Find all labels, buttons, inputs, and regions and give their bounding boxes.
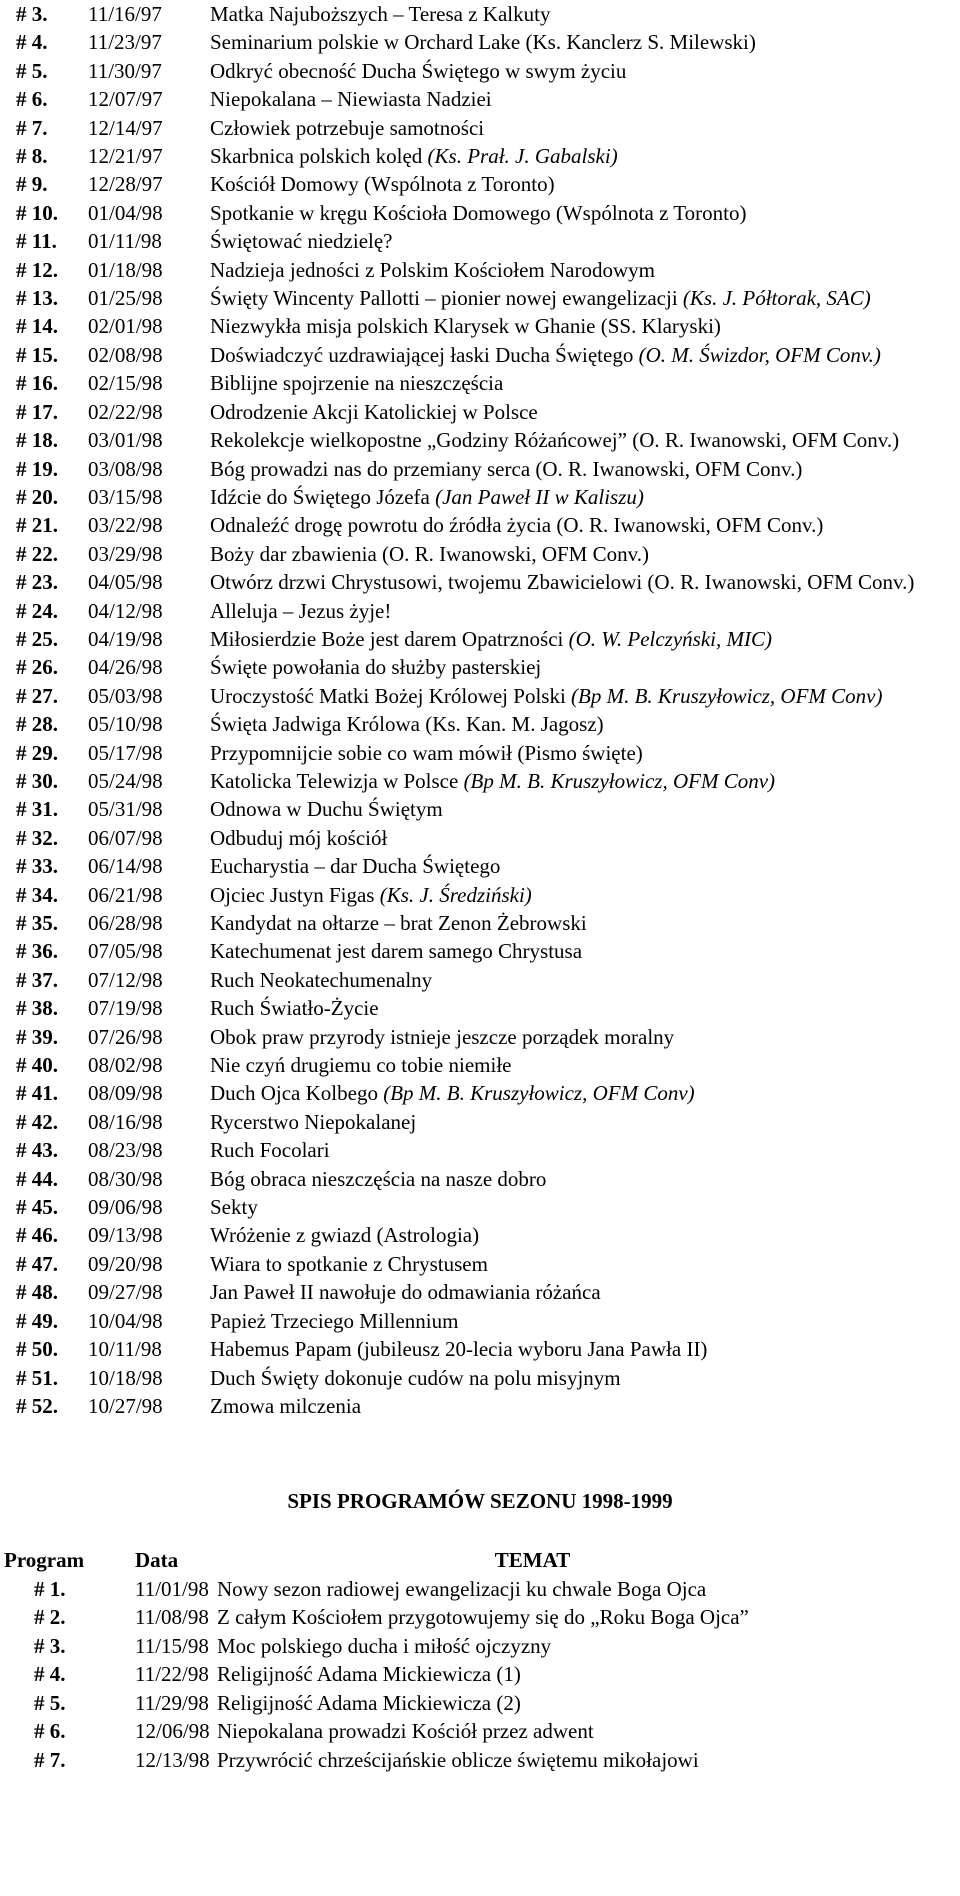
program-date: 11/29/98 [135, 1690, 209, 1715]
table-row [0, 511, 960, 539]
program-number: # 8. [16, 144, 48, 169]
table-row [0, 540, 960, 568]
program-title: Kandydat na ołtarze – brat Zenon Żebrowski [210, 911, 587, 935]
program-date: 09/20/98 [88, 1251, 163, 1276]
program-title: Święta Jadwiga Królowa (Ks. Kan. M. Jagosz) [210, 712, 604, 737]
program-number: # 28. [16, 712, 58, 737]
program-number: # 11. [16, 229, 57, 254]
program-date: 08/16/98 [88, 1109, 163, 1134]
program-number: # 20. [16, 484, 58, 509]
program-title: Religijność Adama Mickiewicza (1) [217, 1662, 521, 1686]
program-date: 02/15/98 [88, 371, 163, 396]
program-number: # 41. [16, 1081, 58, 1106]
program-title: Otwórz drzwi Chrystusowi, twojemu Zbawicielowi (O. R. Iwanowski, OFM Conv.) [210, 570, 915, 595]
program-date: 10/27/98 [88, 1393, 163, 1418]
program-title: Bóg obraca nieszczęścia na nasze dobro [210, 1166, 547, 1191]
section-title: SPIS PROGRAMÓW SEZONU 1998-1999 [287, 1489, 673, 1513]
program-title-cell [210, 824, 960, 852]
program-date: 05/31/98 [88, 797, 163, 822]
program-number: # 1. [34, 1576, 66, 1601]
program-title-cell [210, 710, 960, 738]
table-row [0, 398, 960, 426]
table-row [0, 199, 960, 227]
program-number: # 4. [16, 30, 48, 55]
program-title: Rekolekcje wielkopostne „Godziny Różańcowej” (O. R. Iwanowski, OFM Conv.) [210, 428, 900, 453]
table-row [0, 1575, 960, 1604]
program-title: Biblijne spojrzenie na nieszczęścia [210, 371, 504, 396]
program-title: Ruch Focolari [210, 1138, 330, 1163]
table-row [0, 170, 960, 198]
program-title-cell [210, 1023, 960, 1051]
program-number: # 27. [16, 683, 58, 708]
program-title: Ruch Neokatechumenalny [210, 967, 433, 992]
program-number: # 24. [16, 598, 58, 623]
program-date: 11/30/97 [88, 58, 162, 83]
program-title: Święte powołania do służby pasterskiej [210, 655, 542, 680]
table-row [0, 881, 960, 909]
program-number: # 3. [34, 1633, 66, 1658]
program-date: 01/18/98 [88, 257, 163, 282]
program-number: # 3. [16, 2, 48, 26]
program-number: # 38. [16, 996, 58, 1021]
table-row [0, 937, 960, 965]
table-row [0, 1165, 960, 1193]
program-title: Habemus Papam (jubileusz 20-lecia wyboru Jana Pawła II) [210, 1337, 708, 1362]
program-number: # 49. [16, 1308, 58, 1333]
program-number: # 16. [16, 371, 58, 396]
program-number: # 46. [16, 1223, 58, 1248]
program-title: Bóg prowadzi nas do przemiany serca (O. R. Iwanowski, OFM Conv.) [210, 456, 803, 481]
program-title: Odnowa w Duchu Świętym [210, 797, 443, 822]
program-date: 05/10/98 [88, 712, 163, 737]
program-date: 05/03/98 [88, 683, 163, 708]
table-row [0, 1108, 960, 1136]
program-title-cell [210, 199, 960, 227]
table-row [0, 1278, 960, 1306]
program-title: Doświadczyć uzdrawiającej łaski Ducha Świętego [210, 342, 634, 367]
table-row [0, 426, 960, 454]
program-number: # 2. [34, 1605, 66, 1629]
table-row [0, 1023, 960, 1051]
program-number: # 34. [16, 882, 58, 907]
program-title-cell [210, 1392, 960, 1420]
program-title-cell [210, 312, 960, 340]
table-row [0, 284, 960, 312]
program-title: Religijność Adama Mickiewicza (2) [217, 1690, 521, 1715]
program-title: Przywrócić chrześcijańskie oblicze świętemu mikołajowi [217, 1747, 699, 1772]
program-title-cell [210, 511, 960, 539]
program-date: 12/21/97 [88, 144, 163, 169]
table-row [0, 1746, 960, 1775]
table-row [0, 1335, 960, 1363]
program-number: # 15. [16, 342, 58, 367]
program-title: Przypomnijcie sobie co wam mówił (Pismo święte) [210, 740, 643, 765]
table-row [0, 625, 960, 653]
table-row [0, 1221, 960, 1249]
program-title: Nadzieja jedności z Polskim Kościołem Narodowym [210, 257, 655, 282]
program-guest-note: (Ks. Prał. J. Gabalski) [427, 144, 618, 169]
program-title-cell [210, 1307, 960, 1335]
program-date: 12/14/97 [88, 115, 163, 140]
program-title-cell [210, 937, 960, 965]
program-number: # 50. [16, 1337, 58, 1362]
program-title-cell [210, 909, 960, 937]
program-date: 12/28/97 [88, 172, 163, 197]
table-row [0, 227, 960, 255]
program-guest-note: (Bp M. B. Kruszyłowicz, OFM Conv) [463, 768, 776, 793]
program-number: # 51. [16, 1365, 58, 1390]
program-date: 10/11/98 [88, 1337, 162, 1362]
table-row [0, 312, 960, 340]
program-title: Miłosierdzie Boże jest darem Opatrzności [210, 626, 564, 651]
program-title: Boży dar zbawienia (O. R. Iwanowski, OFM Conv.) [210, 541, 649, 566]
table-row [0, 568, 960, 596]
program-date: 06/07/98 [88, 825, 163, 850]
table-row [0, 57, 960, 85]
program-title: Nie czyń drugiemu co tobie niemiłe [210, 1053, 512, 1078]
program-date: 11/16/97 [88, 2, 162, 26]
program-title: Nowy sezon radiowej ewangelizacji ku chwale Boga Ojca [217, 1576, 707, 1601]
program-number: # 40. [16, 1053, 58, 1078]
program-title-cell [210, 1079, 960, 1107]
program-title: Matka Najuboższych – Teresa z Kalkuty [210, 2, 551, 26]
program-title-cell [210, 170, 960, 198]
program-number: # 45. [16, 1195, 58, 1220]
program-date: 11/23/97 [88, 30, 162, 55]
program-guest-note: (O. W. Pelczyński, MIC) [568, 626, 772, 651]
table-row [0, 483, 960, 511]
program-date: 11/08/98 [135, 1605, 209, 1629]
program-number: # 7. [34, 1747, 66, 1772]
program-title-cell [210, 1364, 960, 1392]
program-title-cell [210, 653, 960, 681]
program-date: 11/22/98 [135, 1662, 209, 1686]
table-row [0, 1193, 960, 1221]
table-row [0, 597, 960, 625]
program-guest-note: (Bp M. B. Kruszyłowicz, OFM Conv) [571, 683, 883, 708]
program-date: 07/05/98 [88, 939, 163, 964]
program-title-cell [210, 57, 960, 85]
program-date: 02/08/98 [88, 342, 163, 367]
program-date: 04/19/98 [88, 626, 163, 651]
program-number: # 47. [16, 1251, 58, 1276]
program-number: # 4. [34, 1662, 66, 1686]
season2-table-header [0, 1546, 960, 1575]
program-number: # 35. [16, 911, 58, 935]
table-row [0, 142, 960, 170]
program-title-cell [210, 369, 960, 397]
program-number: # 43. [16, 1138, 58, 1163]
program-title: Duch Święty dokonuje cudów na polu misyjnym [210, 1365, 621, 1390]
table-row [0, 1603, 960, 1632]
table-row [0, 966, 960, 994]
program-title-cell [210, 1108, 960, 1136]
program-number: # 23. [16, 570, 58, 595]
program-number: # 30. [16, 768, 58, 793]
program-title: Niepokalana – Niewiasta Nadziei [210, 87, 492, 112]
program-date: 01/11/98 [88, 229, 162, 254]
program-number: # 21. [16, 513, 58, 538]
table-row [0, 852, 960, 880]
program-number: # 5. [34, 1690, 66, 1715]
program-date: 11/01/98 [135, 1576, 209, 1601]
program-title-cell [210, 994, 960, 1022]
program-title-cell [210, 1051, 960, 1079]
season2-program-list [0, 1546, 960, 1774]
program-title: Odrodzenie Akcji Katolickiej w Polsce [210, 399, 538, 424]
program-date: 06/14/98 [88, 854, 163, 879]
program-title-cell [210, 483, 960, 511]
program-title: Ruch Światło-Życie [210, 996, 379, 1021]
table-row [0, 0, 960, 28]
program-title: Świętować niedzielę? [210, 229, 393, 254]
program-date: 02/01/98 [88, 314, 163, 339]
program-date: 10/04/98 [88, 1308, 163, 1333]
program-date: 02/22/98 [88, 399, 163, 424]
program-number: # 39. [16, 1024, 58, 1049]
program-title: Eucharystia – dar Ducha Świętego [210, 854, 501, 879]
table-row [0, 455, 960, 483]
program-number: # 14. [16, 314, 58, 339]
program-title-cell [210, 142, 960, 170]
program-title-cell [210, 426, 960, 454]
table-row [0, 682, 960, 710]
table-row [0, 1051, 960, 1079]
table-row [0, 739, 960, 767]
program-guest-note: (Bp M. B. Kruszyłowicz, OFM Conv) [383, 1081, 695, 1106]
program-title: Katolicka Telewizja w Polsce [210, 768, 459, 793]
program-title: Odbuduj mój kościół [210, 825, 388, 850]
program-title-cell [210, 568, 960, 596]
program-title: Jan Paweł II nawołuje do odmawiania różańca [210, 1280, 601, 1305]
program-number: # 36. [16, 939, 58, 964]
program-number: # 7. [16, 115, 48, 140]
program-title-cell [210, 540, 960, 568]
program-date: 05/24/98 [88, 768, 163, 793]
table-row [0, 767, 960, 795]
table-row [0, 824, 960, 852]
program-title: Zmowa milczenia [210, 1393, 362, 1418]
program-title: Idźcie do Świętego Józefa [210, 484, 430, 509]
program-title-cell [210, 881, 960, 909]
program-date: 04/12/98 [88, 598, 163, 623]
program-date: 12/13/98 [135, 1747, 210, 1772]
program-title-cell [210, 85, 960, 113]
program-date: 07/26/98 [88, 1024, 163, 1049]
program-title-cell [210, 795, 960, 823]
program-title-cell [210, 28, 960, 56]
program-title: Odnaleźć drogę powrotu do źródła życia (O. R. Iwanowski, OFM Conv.) [210, 513, 824, 538]
table-row [0, 1717, 960, 1746]
header-date: Data [135, 1548, 179, 1572]
program-number: # 10. [16, 200, 58, 225]
table-row [0, 1392, 960, 1420]
table-row [0, 994, 960, 1022]
program-title: Z całym Kościołem przygotowujemy się do „Roku Boga Ojca” [217, 1605, 749, 1629]
table-row [0, 256, 960, 284]
program-number: # 17. [16, 399, 58, 424]
program-date: 01/04/98 [88, 200, 163, 225]
program-number: # 19. [16, 456, 58, 481]
program-date: 08/09/98 [88, 1081, 163, 1106]
program-number: # 9. [16, 172, 48, 197]
program-guest-note: (Jan Paweł II w Kaliszu) [435, 484, 644, 509]
program-title-cell [210, 852, 960, 880]
program-number: # 29. [16, 740, 58, 765]
program-title: Człowiek potrzebuje samotności [210, 115, 485, 140]
table-row [0, 85, 960, 113]
program-number: # 22. [16, 541, 58, 566]
program-number: # 37. [16, 967, 58, 992]
program-date: 07/19/98 [88, 996, 163, 1021]
program-date: 04/26/98 [88, 655, 163, 680]
program-date: 09/06/98 [88, 1195, 163, 1220]
program-number: # 48. [16, 1280, 58, 1305]
program-date: 04/05/98 [88, 570, 163, 595]
program-guest-note: (O. M. Świzdor, OFM Conv.) [638, 342, 881, 367]
program-title-cell [210, 625, 960, 653]
program-title-cell [210, 227, 960, 255]
table-row [0, 1364, 960, 1392]
table-row [0, 1689, 960, 1718]
table-row [0, 28, 960, 56]
program-title-cell [210, 597, 960, 625]
program-number: # 6. [16, 87, 48, 112]
program-title-cell [210, 1335, 960, 1363]
program-title-cell [210, 398, 960, 426]
program-title: Skarbnica polskich kolęd [210, 144, 423, 169]
program-title: Sekty [210, 1195, 258, 1220]
program-date: 03/29/98 [88, 541, 163, 566]
program-title: Wróżenie z gwiazd (Astrologia) [210, 1223, 480, 1248]
program-date: 09/13/98 [88, 1223, 163, 1248]
program-title: Ojciec Justyn Figas [210, 882, 375, 907]
program-title-cell [210, 1250, 960, 1278]
program-date: 10/18/98 [88, 1365, 163, 1390]
program-title: Odkryć obecność Ducha Świętego w swym życiu [210, 58, 627, 83]
season2-rows [0, 1575, 960, 1775]
table-row [0, 1632, 960, 1661]
program-date: 06/21/98 [88, 882, 163, 907]
program-number: # 26. [16, 655, 58, 680]
program-number: # 25. [16, 626, 58, 651]
program-title-cell [210, 341, 960, 369]
table-row [0, 341, 960, 369]
program-title: Obok praw przyrody istnieje jeszcze porządek moralny [210, 1024, 675, 1049]
header-topic: TEMAT [494, 1548, 571, 1572]
program-title: Papież Trzeciego Millennium [210, 1308, 459, 1333]
program-guest-note: (Ks. J. Średziński) [379, 882, 532, 907]
program-guest-note: (Ks. J. Półtorak, SAC) [682, 286, 871, 311]
program-title-cell [210, 767, 960, 795]
program-title: Duch Ojca Kolbego [210, 1081, 378, 1106]
program-title-cell [210, 966, 960, 994]
program-number: # 18. [16, 428, 58, 453]
program-title: Uroczystość Matki Bożej Królowej Polski [210, 683, 566, 708]
table-row [0, 1136, 960, 1164]
program-title-cell [210, 1221, 960, 1249]
program-title: Święty Wincenty Pallotti – pionier nowej ewangelizacji [210, 286, 678, 311]
program-title-cell [210, 682, 960, 710]
program-title-cell [210, 284, 960, 312]
program-number: # 12. [16, 257, 58, 282]
program-title-cell [210, 114, 960, 142]
program-date: 01/25/98 [88, 286, 163, 311]
program-title-cell [210, 455, 960, 483]
program-title-cell [210, 0, 960, 28]
program-title: Moc polskiego ducha i miłość ojczyzny [217, 1633, 552, 1658]
table-row [0, 710, 960, 738]
program-title: Niepokalana prowadzi Kościół przez adwent [217, 1719, 594, 1743]
program-title-cell [210, 256, 960, 284]
program-date: 03/08/98 [88, 456, 163, 481]
program-title: Rycerstwo Niepokalanej [210, 1109, 417, 1134]
program-number: # 32. [16, 825, 58, 850]
program-date: 08/23/98 [88, 1138, 163, 1163]
program-number: # 52. [16, 1393, 58, 1418]
program-number: # 44. [16, 1166, 58, 1191]
table-row [0, 1307, 960, 1335]
program-title-cell [210, 1193, 960, 1221]
program-title: Seminarium polskie w Orchard Lake (Ks. Kanclerz S. Milewski) [210, 30, 756, 55]
program-title-cell [210, 1278, 960, 1306]
program-date: 03/01/98 [88, 428, 163, 453]
program-date: 12/07/97 [88, 87, 163, 112]
program-number: # 6. [34, 1719, 66, 1743]
program-date: 03/15/98 [88, 484, 163, 509]
program-title: Wiara to spotkanie z Chrystusem [210, 1251, 488, 1276]
table-row [0, 909, 960, 937]
table-row [0, 653, 960, 681]
program-number: # 5. [16, 58, 48, 83]
program-title: Katechumenat jest darem samego Chrystusa [210, 939, 583, 964]
table-row [0, 369, 960, 397]
program-date: 06/28/98 [88, 911, 163, 935]
program-date: 05/17/98 [88, 740, 163, 765]
program-date: 12/06/98 [135, 1719, 210, 1743]
program-date: 11/15/98 [135, 1633, 209, 1658]
program-title-cell [210, 739, 960, 767]
program-title: Alleluja – Jezus żyje! [210, 598, 392, 623]
program-date: 03/22/98 [88, 513, 163, 538]
program-title: Kościół Domowy (Wspólnota z Toronto) [210, 172, 555, 197]
program-title: Niezwykła misja polskich Klarysek w Ghanie (SS. Klaryski) [210, 314, 721, 339]
program-number: # 13. [16, 286, 58, 311]
program-title: Spotkanie w kręgu Kościoła Domowego (Wspólnota z Toronto) [210, 200, 747, 225]
program-number: # 31. [16, 797, 58, 822]
program-title-cell [210, 1136, 960, 1164]
program-number: # 42. [16, 1109, 58, 1134]
table-row [0, 795, 960, 823]
program-date: 07/12/98 [88, 967, 163, 992]
table-row [0, 1250, 960, 1278]
table-row [0, 114, 960, 142]
program-date: 08/30/98 [88, 1166, 163, 1191]
program-title-cell [210, 1165, 960, 1193]
table-row [0, 1079, 960, 1107]
table-row [0, 1660, 960, 1689]
program-date: 08/02/98 [88, 1053, 163, 1078]
program-date: 09/27/98 [88, 1280, 163, 1305]
program-number: # 33. [16, 854, 58, 879]
header-program: Program [4, 1548, 85, 1572]
